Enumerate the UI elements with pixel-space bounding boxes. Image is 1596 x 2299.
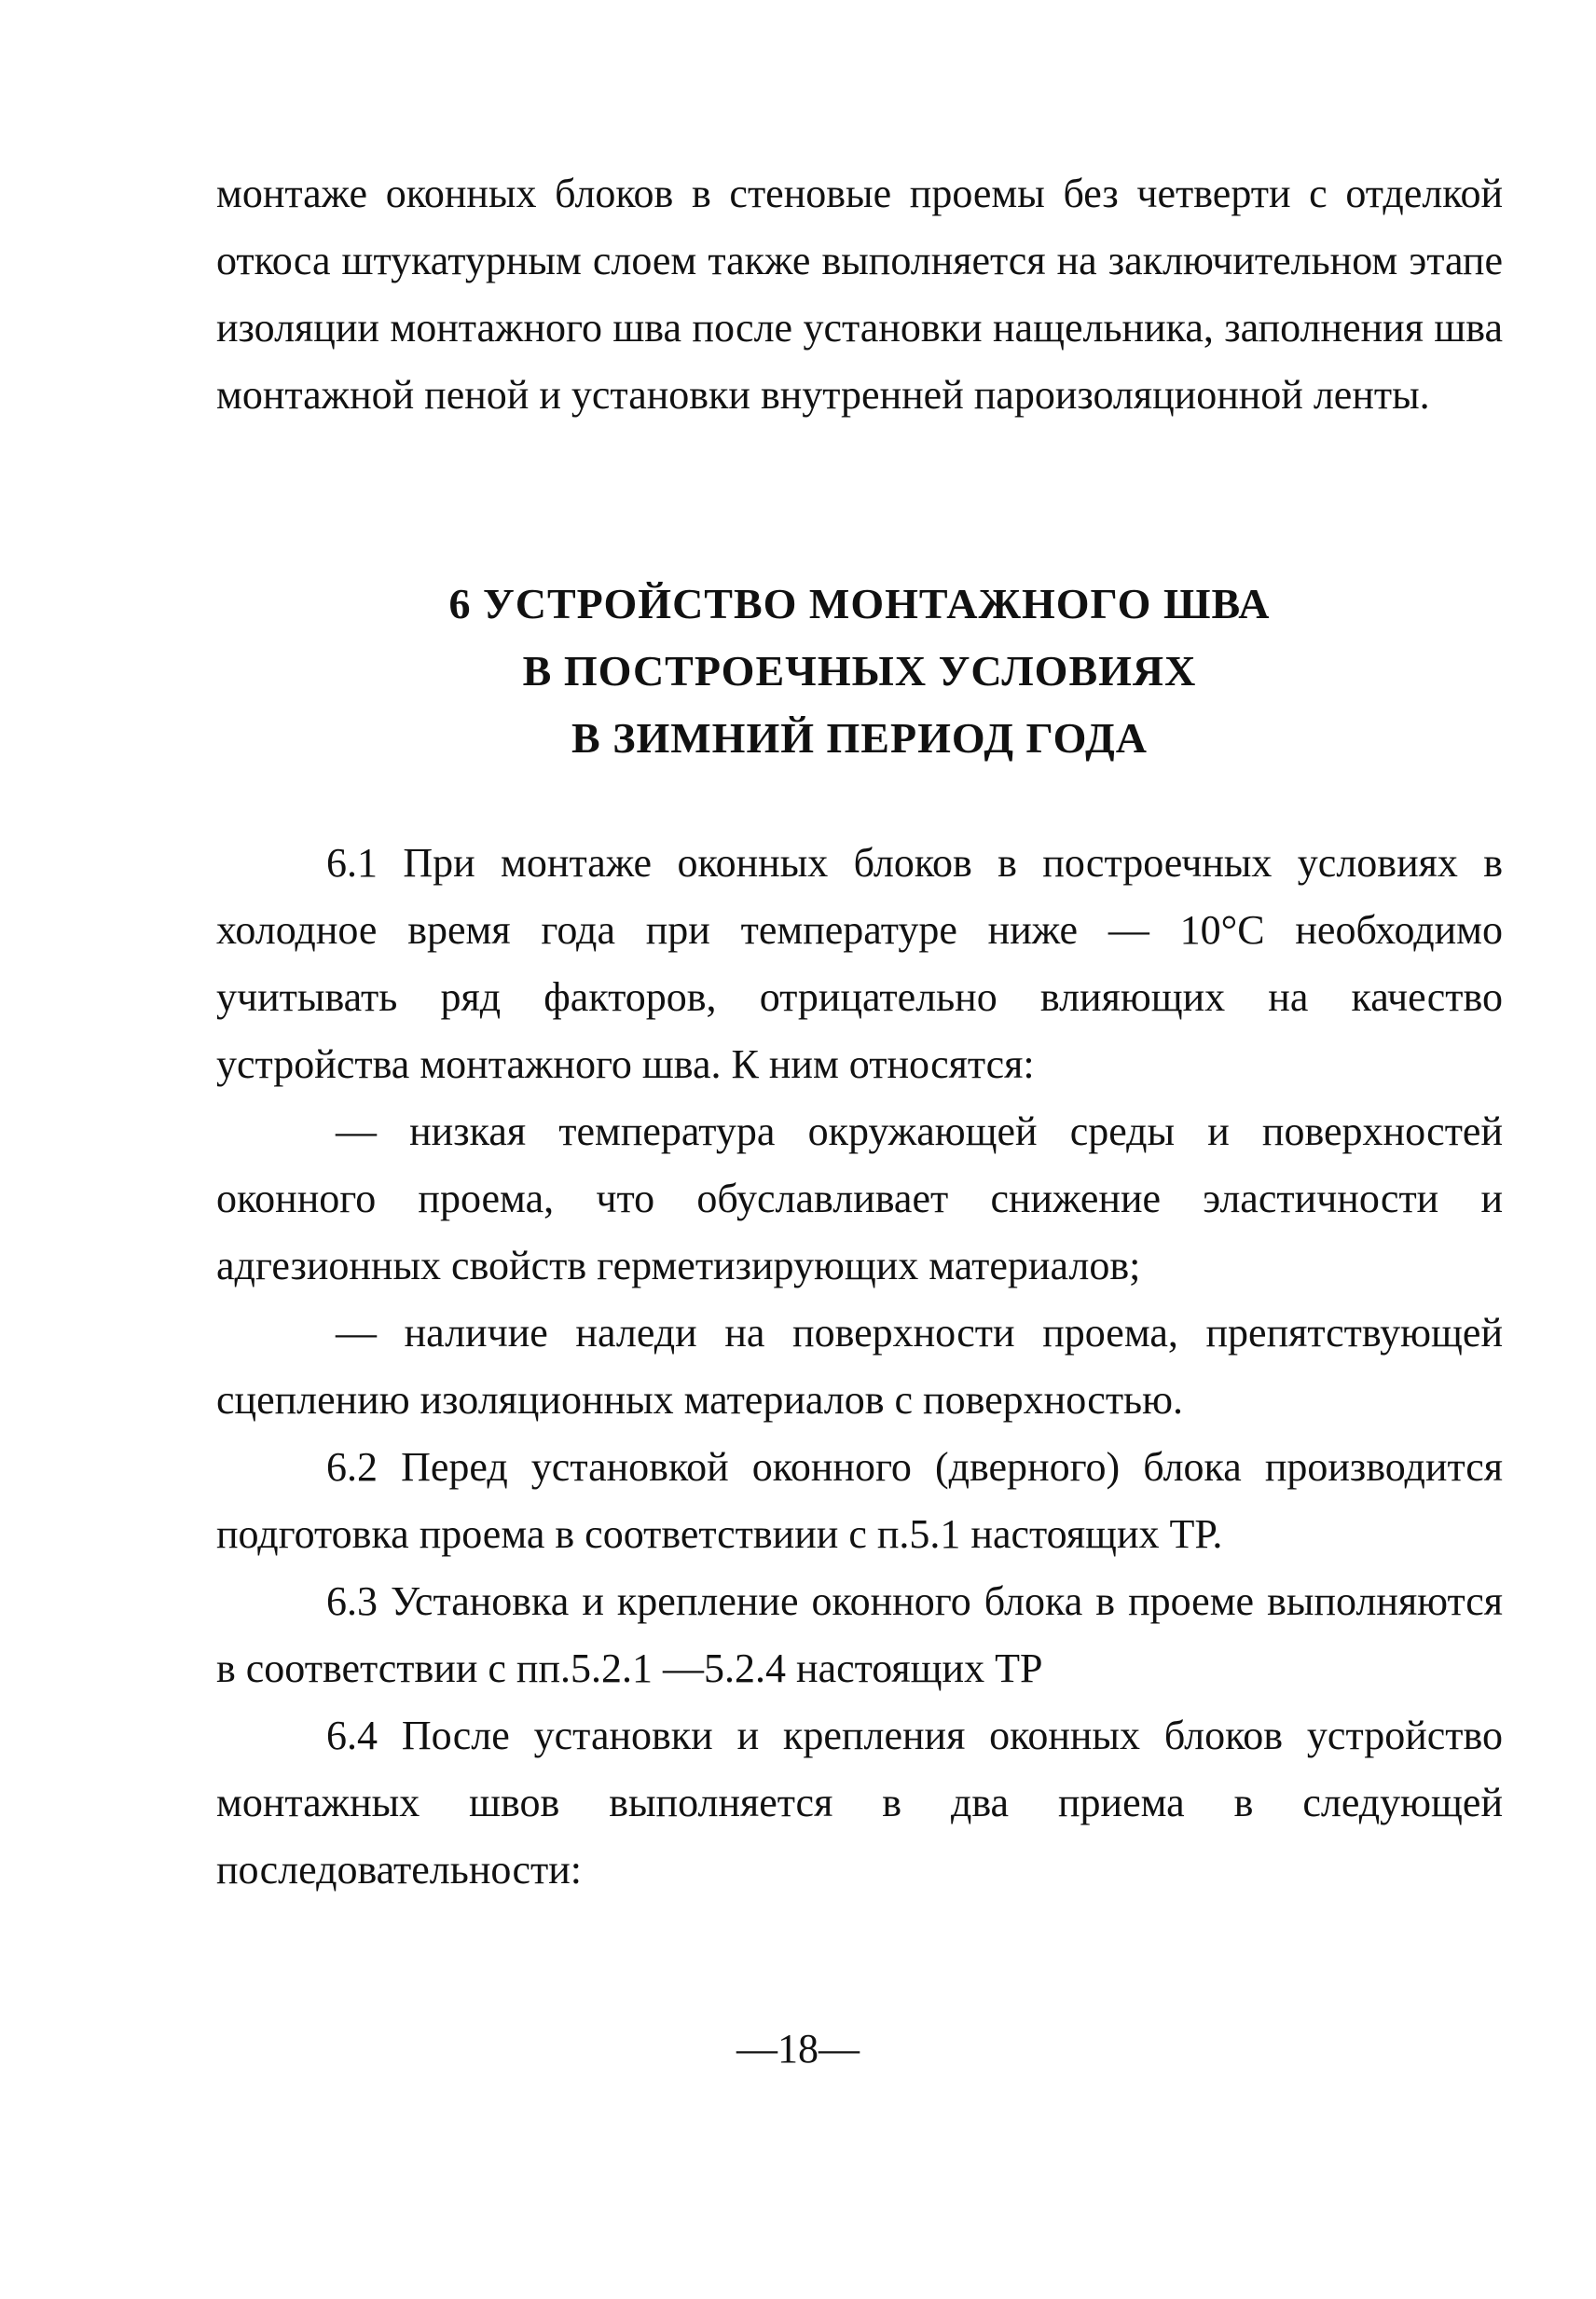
intro-paragraph: монтаже оконных блоков в стеновые проемы без четверти с отделкой откоса штукатурным слоем также выполняется на заключительном этапе изоляции монтажного шва после установки нащельника, заполнения шва монтажной пеной и установки внутренней пароизоляционной ленты.	[216, 171, 1503, 418]
section-body	[216, 830, 1503, 1904]
paragraph-6-2: 6.2 Перед установкой оконного (дверного) блока производится подготовка проема в соответствиии с п.5.1 настоящих ТР.	[216, 1444, 1503, 1557]
section-title-line-2: В ПОСТРОЕЧНЫХ УСЛОВИЯХ	[522, 647, 1197, 695]
paragraph-6-3: 6.3 Установка и крепление оконного блока в проеме выполняются в соответствии с пп.5.2.1 —5.2.4 настоящих ТР	[216, 1578, 1503, 1691]
section-title-line-3: В ЗИМНИЙ ПЕРИОД ГОДА	[571, 714, 1148, 762]
section-title	[216, 571, 1503, 772]
paragraph-6-1-item-1: — низкая температура окружающей среды и поверхностей оконного проема, что обуславливает снижение эластичности и адгезионных свойств герметизирующих материалов;	[216, 1108, 1503, 1288]
section-title-line-1: 6 УСТРОЙСТВО МОНТАЖНОГО ШВА	[448, 580, 1271, 627]
paragraph-6-1-item-2: — наличие наледи на поверхности проема, препятствующей сцеплению изоляционных материалов с поверхностью.	[216, 1310, 1503, 1423]
page-number: —18—	[736, 2026, 860, 2072]
intro-paragraph-block	[216, 160, 1503, 429]
paragraph-6-4: 6.4 После установки и крепления оконных блоков устройство монтажных швов выполняется в два приема в следующей последовательности:	[216, 1713, 1503, 1893]
paragraph-6-1: 6.1 При монтаже оконных блоков в построечных условиях в холодное время года при температуре ниже — 10°С необходимо учитывать ряд факторов, отрицательно влияющих на качество устройства монтажного шва. К ним относятся:	[216, 840, 1503, 1087]
